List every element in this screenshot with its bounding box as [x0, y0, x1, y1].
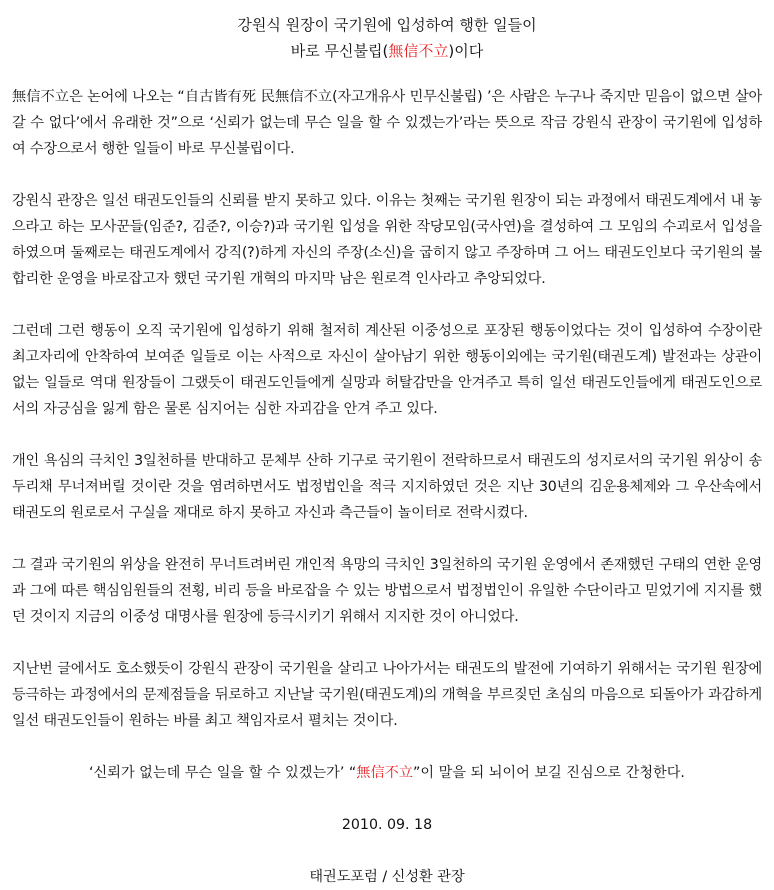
- document-date: 2010. 09. 18: [341, 817, 433, 833]
- paragraph-3: 그런데 그런 행동이 오직 국기원에 입성하기 위해 철저히 계산된 이중성으로 포장된 행동이었다는 것이 입성하여 수장이란 최고자리에 안착하여 보여준 일들로 이는 사적으로 자신이 살아남기 위한 행동이외에는 국기원(태권도계) 발전과는 상관이 없는 일들로 역대 원장들이 그랬듯이 태권도인들에게 실망과 허탈감만을 안겨주고 특히 일선 태권도인들에게 태권도인으로서의 자긍심을 잃게 함은 물론 심지어는 심한 자괴감을 안겨 주고 있다.: [12, 323, 762, 417]
- paragraph-5: 그 결과 국기원의 위상을 완전히 무너트려버린 개인적 욕망의 극치인 3일천하의 국기원 운영에서 존재했던 구태의 연한 운영과 그에 따른 핵심임원들의 전횡, 비리 등을 바로잡을 수 있는 방법으로서 법정법인이 유일한 수단이라고 믿었기에 지지를 했던 것이지 지금의 이중성 대명사를 원장에 등극시키기 위해서 지지한 것이 아니었다.: [12, 557, 762, 625]
- closing-statement: [12, 760, 762, 786]
- paragraph-1: 無信不立은 논어에 나오는 “自古皆有死 民無信不立(자고개유사 민무신불립) ’은 사람은 누구나 죽지만 믿음이 없으면 살아갈 수 없다’에서 유래한 것”으로 ‘신뢰가 없는데 무슨 일을 할 수 있겠는가’라는 뜻으로 작금 강원식 관장이 국기원에 입성하여 수장으로서 행한 일들이 바로 무신불립이다.: [12, 89, 762, 157]
- title-line-2: [12, 38, 762, 64]
- title-line-2-suffix: )이다: [448, 42, 484, 60]
- closing-prefix: ‘신뢰가 없는데 무슨 일을 할 수 있겠는가’ “: [89, 765, 357, 781]
- author-signature: 태권도포럼 / 신성환 관장: [309, 869, 465, 885]
- paragraph-6: 지난번 글에서도 호소했듯이 강원식 관장이 국기원을 살리고 나아가서는 태권도의 발전에 기여하기 위해서는 국기원 원장에 등극하는 과정에서의 문제점들을 뒤로하고 지난날 국기원(태권도계)의 개혁을 부르짖던 초심의 마음으로 되돌아가 과감하게 일선 태권도인들이 원하는 바를 최고 책임자로서 펼치는 것이다.: [12, 661, 762, 729]
- closing-suffix: ”이 말을 되 뇌이어 보길 진심으로 간청한다.: [413, 765, 685, 781]
- paragraph-2: 강원식 관장은 일선 태권도인들의 신뢰를 받지 못하고 있다. 이유는 첫째는 국기원 원장이 되는 과정에서 태권도계에서 내 놓으라고 하는 모사꾼들(임준?, 김준?, 이승?)과 국기원 입성을 위한 작당모임(국사연)을 결성하여 그 모임의 수괴로서 입성을 하였으며 둘째로는 태권도계에서 강직(?)하게 자신의 주장(소신)을 굽히지 않고 주장하며 그 어느 태권도인보다 국기원의 불합리한 운영을 바로잡고자 했던 국기원 개혁의 마지막 남은 원로격 인사라고 추앙되었다.: [12, 193, 762, 287]
- title-line-2-prefix: 바로 무신불립(: [290, 42, 389, 60]
- title-red-hanja: 無信不立: [388, 42, 449, 60]
- title-line-1: 강원식 원장이 국기원에 입성하여 행한 일들이: [237, 16, 537, 34]
- document-title: [12, 12, 762, 64]
- paragraph-4: 개인 욕심의 극치인 3일천하를 반대하고 문체부 산하 기구로 국기원이 전락하므로서 태권도의 성지로서의 국기원 위상이 송두리채 무너져버릴 것이란 것을 염려하면서도 법정법인을 적극 지지하였던 것은 지난 30년의 김운용체제와 그 우산속에서 태권도의 원로로서 구실을 재대로 하지 못하고 자신과 측근들이 놀이터로 전락시켰다.: [12, 453, 762, 521]
- closing-red-hanja: 無信不立: [356, 765, 414, 781]
